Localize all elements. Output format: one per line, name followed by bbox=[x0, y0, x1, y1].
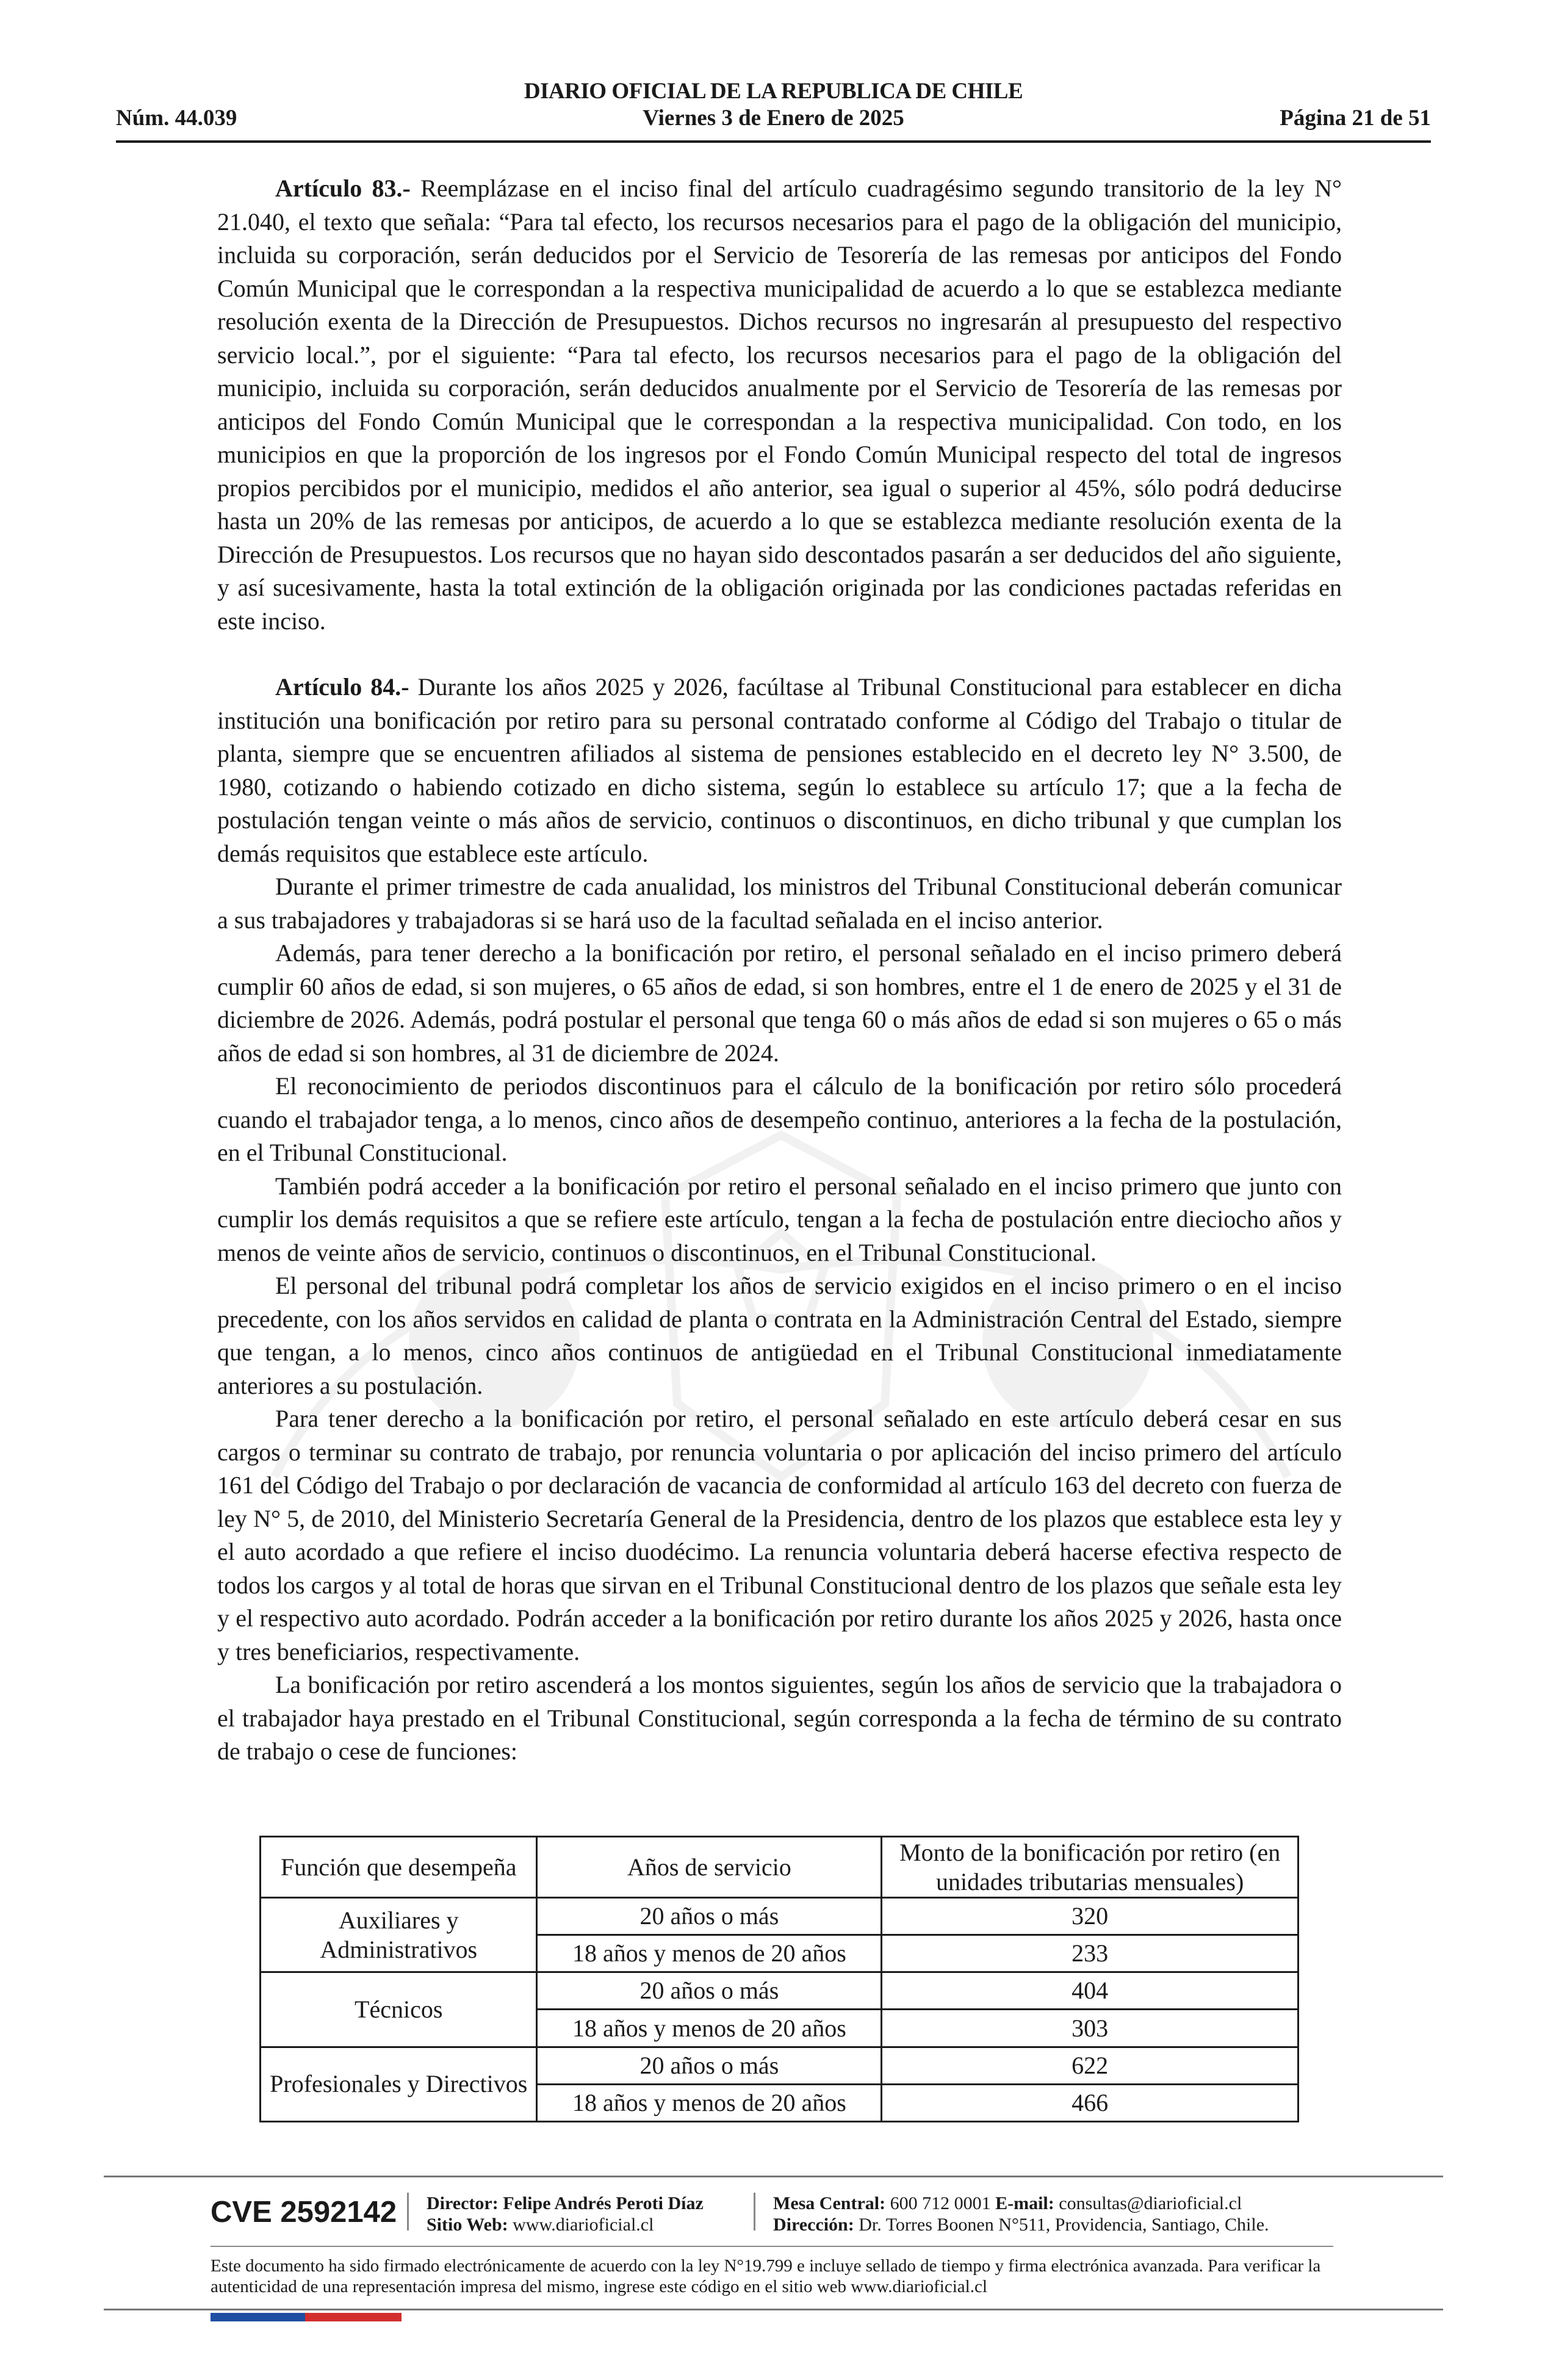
bonus-table bbox=[259, 1836, 1299, 2122]
funcion-cell: Profesionales y Directivos bbox=[261, 2047, 537, 2121]
funcion-cell: Técnicos bbox=[261, 1972, 537, 2047]
issue-number: Núm. 44.039 bbox=[116, 106, 237, 131]
article-84-paragraph: La bonificación por retiro ascenderá a los montos siguientes, según los años de servicio que la trabajadora o el trabajador haya prestado en el Tribunal Constitucional, según corresponda a la fecha de término de su contrato de trabajo o cese de funciones: bbox=[217, 1671, 1342, 1765]
footer-divider bbox=[104, 2176, 1443, 2177]
mesa-value: 600 712 0001 bbox=[885, 2193, 996, 2213]
anos-cell: 20 años o más bbox=[537, 2047, 882, 2084]
anos-cell: 18 años y menos de 20 años bbox=[537, 1935, 882, 1972]
article-84-paragraph: Para tener derecho a la bonificación por retiro, el personal señalado en este artículo deberá cesar en sus cargos o terminar su contrato de trabajo, por renuncia voluntaria o por aplicación del inciso primero del artículo 161 del Código del Trabajo o por declaración de vacancia de conformidad al artículo 163 del decreto con fuerza de ley N° 5, de 2010, del Ministerio Secretaría General de la Presidencia, dentro de los plazos que establece esta ley y el auto acordado a que refiere el inciso duodécimo. La renuncia voluntaria deberá hacerse efectiva respecto de todos los cargos y al total de horas que sirvan en el Tribunal Constitucional dentro de los plazos que señale esta ley y el respectivo auto acordado. Podrán acceder a la bonificación por retiro durante los años 2025 y 2026, hasta once y tres beneficiarios, respectivamente. bbox=[217, 1405, 1342, 1665]
director-label: Director: bbox=[427, 2193, 499, 2213]
article-84-title: Artículo 84.- bbox=[275, 673, 409, 701]
monto-cell: 233 bbox=[882, 1935, 1298, 1972]
article-84-paragraph: El personal del tribunal podrá completar los años de servicio exigidos en el inciso primero o en el inciso precedente, con los años servidos en calidad de planta o contrata en la Administración Central del Estado, siempre que tengan, a lo menos, cinco años continuos de antigüedad en el Tribunal Constitucional inmediatamente anteriores a su postulación. bbox=[217, 1272, 1342, 1399]
article-84-paragraph: Durante el primer trimestre de cada anualidad, los ministros del Tribunal Constitucional deberán comunicar a sus trabajadores y trabajadoras si se hará uso de la facultad señalada en el inciso anterior. bbox=[217, 873, 1342, 934]
flag-blue-segment bbox=[211, 2313, 305, 2321]
monto-cell: 466 bbox=[882, 2084, 1298, 2121]
email-link[interactable]: consultas@diarioficial.cl bbox=[1054, 2193, 1242, 2213]
monto-cell: 404 bbox=[882, 1972, 1298, 2010]
legal-notice: Este documento ha sido firmado electrónicamente de acuerdo con la ley N°19.799 e incluye sellado de tiempo y firma electrónica avanzada. Para verificar la autenticidad de una representación impresa del mismo, ingrese este código en el sitio web www.diarioficial.cl bbox=[211, 2256, 1321, 2296]
direccion-label: Dirección: bbox=[773, 2215, 854, 2235]
anos-cell: 18 años y menos de 20 años bbox=[537, 2010, 882, 2047]
footer-contact-block bbox=[773, 2193, 1269, 2235]
table-row bbox=[261, 1972, 1298, 2010]
document-body bbox=[217, 172, 1342, 1769]
article-84-intro: Durante los años 2025 y 2026, facúltase al Tribunal Constitucional para establecer en dicha institución una bonificación por retiro para su personal contratado conforme al Código del Trabajo o titular de planta, siempre que se encuentren afiliados al sistema de pensiones establecido en el decreto ley N° 3.500, de 1980, cotizando o habiendo cotizado en dicho sistema, según lo establece su artículo 17; que a la fecha de postulación tengan veinte o más años de servicio, continuos o discontinuos, en dicho tribunal y que cumplan los demás requisitos que establece este artículo. bbox=[217, 673, 1342, 867]
article-84-paragraph: El reconocimiento de periodos discontinuos para el cálculo de la bonificación por retiro sólo procederá cuando el trabajador tenga, a lo menos, cinco años de desempeño continuo, anteriores a la fecha de la postulación, en el Tribunal Constitucional. bbox=[217, 1072, 1342, 1166]
article-84-paragraph: Además, para tener derecho a la bonificación por retiro, el personal señalado en el inciso primero deberá cumplir 60 años de edad, si son mujeres, o 65 años de edad, si son hombres, entre el 1 de enero de 2025 y el 31 de diciembre de 2026. Además, podrá postular el personal que tenga 60 o más años de edad si son mujeres o 65 o más años de edad si son hombres, al 31 de diciembre de 2024. bbox=[217, 939, 1342, 1067]
footer-separator bbox=[407, 2193, 409, 2230]
mesa-label: Mesa Central: bbox=[773, 2193, 886, 2213]
table-row bbox=[261, 2047, 1298, 2084]
article-83 bbox=[217, 172, 1342, 638]
table-row bbox=[261, 1898, 1298, 1935]
footer-divider bbox=[104, 2309, 1443, 2310]
monto-cell: 622 bbox=[882, 2047, 1298, 2084]
flag-red-segment bbox=[305, 2313, 402, 2321]
monto-cell: 303 bbox=[882, 2010, 1298, 2047]
funcion-cell: Auxiliares y Administrativos bbox=[261, 1898, 537, 1972]
sitio-link[interactable]: www.diarioficial.cl bbox=[508, 2215, 654, 2235]
anos-cell: 18 años y menos de 20 años bbox=[537, 2084, 882, 2121]
header-funcion: Función que desempeña bbox=[261, 1837, 537, 1898]
email-label: E-mail: bbox=[995, 2193, 1054, 2213]
page-header bbox=[116, 74, 1431, 143]
header-monto: Monto de la bonificación por retiro (en unidades tributarias mensuales) bbox=[882, 1837, 1298, 1898]
anos-cell: 20 años o más bbox=[537, 1898, 882, 1935]
newspaper-title: DIARIO OFICIAL DE LA REPUBLICA DE CHILE bbox=[524, 79, 1023, 104]
issue-date: Viernes 3 de Enero de 2025 bbox=[643, 106, 904, 131]
flag-color-bar bbox=[211, 2313, 402, 2321]
article-84 bbox=[217, 671, 1342, 870]
header-anos: Años de servicio bbox=[537, 1837, 882, 1898]
article-84-paragraph: También podrá acceder a la bonificación por retiro el personal señalado en el inciso primero que junto con cumplir los demás requisitos a que se refiere este artículo, tengan a la fecha de postulación entre dieciocho años y menos de veinte años de servicio, continuos o discontinuos, en el Tribunal Constitucional. bbox=[217, 1172, 1342, 1266]
monto-cell: 320 bbox=[882, 1898, 1298, 1935]
footer-divider bbox=[211, 2246, 1333, 2247]
director-name: Felipe Andrés Peroti Díaz bbox=[498, 2193, 704, 2213]
page-number: Página 21 de 51 bbox=[1280, 106, 1431, 131]
footer-separator bbox=[754, 2193, 755, 2230]
article-83-text: Reemplázase en el inciso final del artículo cuadragésimo segundo transitorio de la ley N° 21.040, el texto que señala: “Para tal efecto, los recursos necesarios para el pago de la obligación del municipio, incluida su corporación, serán deducidos por el Servicio de Tesorería de las remesas por anticipos del Fondo Común Municipal que le correspondan a la respectiva municipalidad de acuerdo a lo que se establezca mediante resolución exenta de la Dirección de Presupuestos. Dichos recursos no ingresarán al presupuesto del respectivo servicio local.”, por el siguiente: “Para tal efecto, los recursos necesarios para el pago de la obligación del municipio, incluida su corporación, serán deducidos anualmente por el Servicio de Tesorería de las remesas por anticipos del Fondo Común Municipal que le correspondan a la respectiva municipalidad. Con todo, en los municipios en que la proporción de los ingresos por el Fondo Común Municipal respecto del total de ingresos propios percibidos por el municipio, medidos el año anterior, sea igual o superior al 45%, sólo podrá deducirse hasta un 20% de las remesas por anticipos, de acuerdo a lo que se establezca mediante resolución exenta de la Dirección de Presupuestos. Los recursos que no hayan sido descontados pasarán a ser deducidos del año siguiente, y así sucesivamente, hasta la total extinción de la obligación originada por las condiciones pactadas referidas en este inciso. bbox=[217, 175, 1342, 635]
anos-cell: 20 años o más bbox=[537, 1972, 882, 2010]
sitio-label: Sitio Web: bbox=[427, 2215, 508, 2235]
table-header-row bbox=[261, 1837, 1298, 1898]
page-footer bbox=[211, 2187, 1339, 2241]
footer-director-block bbox=[427, 2193, 704, 2235]
cve-code: CVE 2592142 bbox=[211, 2196, 397, 2229]
direccion-value: Dr. Torres Boonen N°511, Providencia, Santiago, Chile. bbox=[854, 2215, 1269, 2235]
article-83-title: Artículo 83.- bbox=[275, 175, 411, 202]
